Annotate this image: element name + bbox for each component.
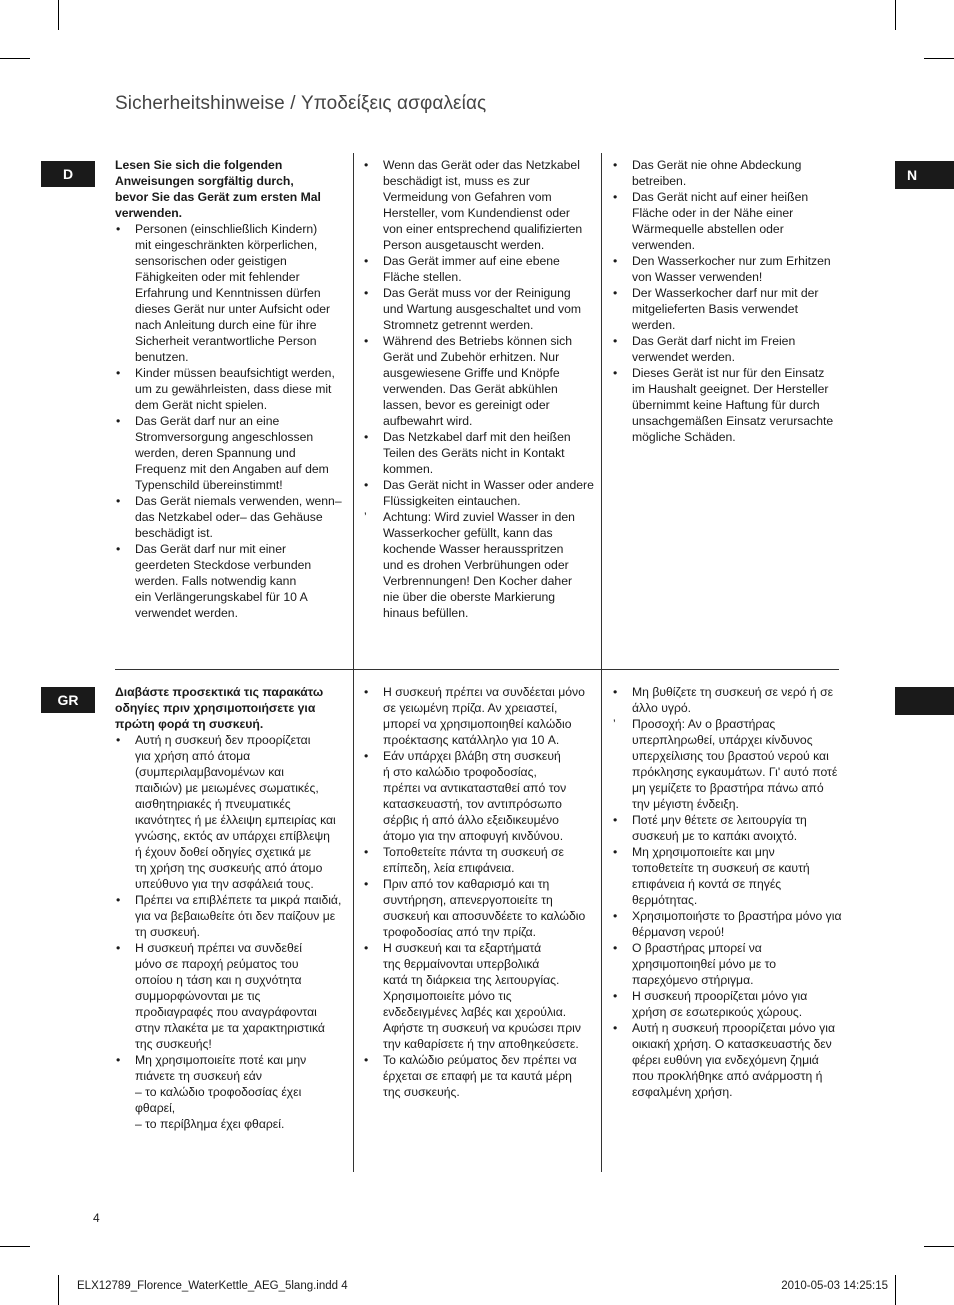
- crop-mark: [0, 1246, 30, 1247]
- bullet-marker: •: [613, 685, 618, 699]
- bullet-marker: •: [613, 989, 618, 1003]
- crop-mark: [58, 0, 59, 30]
- list-item: [115, 541, 345, 621]
- list-item: [612, 988, 846, 1020]
- bullet-marker: •: [613, 190, 618, 204]
- de-column-2: [363, 157, 595, 621]
- list-item: [612, 844, 846, 908]
- gr-list-3: [612, 684, 846, 1100]
- list-item: [363, 285, 595, 333]
- bullet-marker: •: [116, 733, 121, 747]
- list-item: [363, 477, 595, 509]
- list-item-text: Η συσκευή πρέπει να συνδεθεί μόνο σε παροχή ρεύματος του οποίου η τάση και η συχνότητα συμμορφώνονται με τις προδιαγραφές που αναγράφονται στην πλακέτα με τα χαρακτηριστικά της συσκευής!: [135, 941, 325, 1051]
- gr-intro: Διαβάστε προσεκτικά τις παρακάτω οδηγίες πριν χρησιμοποιήσετε για πρώτη φορά τη συσκευή.: [115, 685, 324, 731]
- list-item-text: Το καλώδιο ρεύματος δεν πρέπει να έρχεται σε επαφή με τα καυτά μέρη της συσκευής.: [383, 1053, 577, 1099]
- column-divider: [601, 153, 602, 669]
- list-item-text: Dieses Gerät ist nur für den Einsatz im Haushalt geeignet. Der Hersteller übernimmt keine Haftung für durch unsachgemäßen Einsatz verursachte mögliche Schäden.: [632, 366, 834, 444]
- list-item: [612, 285, 842, 333]
- list-item-text: Während des Betriebs können sich Gerät und Zubehör erhitzen. Nur ausgewiesene Griffe und Knöpfe verwenden. Das Gerät abkühlen lassen, bevor es gereinigt oder aufbewahrt wird.: [383, 334, 573, 428]
- bullet-marker: •: [364, 478, 369, 492]
- list-item: [115, 1052, 347, 1132]
- list-item: [363, 157, 595, 253]
- bullet-marker: •: [116, 222, 121, 236]
- list-item-text: Αυτή η συσκευή δεν προορίζεται για χρήση από άτομα (συμπεριλαμβανομένων και παιδιών) με μειωμένες σωματικές, αισθητηριακές ή πνευματικές ικανότητες ή με έλλειψη εμπειρίας και γνώσης, εκτός αν υπάρχει επίβλεψη ή έχουν δοθεί οδηγίες σχετικά με τη χρήση της συσκευής από άτομο υπεύθυνο για την ασφάλειά τους.: [135, 733, 336, 891]
- bullet-marker: •: [116, 941, 121, 955]
- list-item-text: Achtung: Wird zuviel Wasser in den Wasserkocher gefüllt, kann das kochende Wasser herausspritzen und es drohen Verbrühungen oder Verbrennungen! Den Kocher daher nie über die oberste Markierung hinaus befüllen.: [383, 510, 575, 620]
- list-item: [612, 812, 846, 844]
- list-item-text: Das Gerät nicht auf einer heißen Fläche oder in der Nähe einer Wärmequelle abstellen oder verwenden.: [632, 190, 809, 252]
- list-item-text: Μη βυθίζετε τη συσκευή σε νερό ή σε άλλο υγρό.: [632, 685, 834, 715]
- list-item: [612, 716, 846, 812]
- gr-column-1: [115, 684, 347, 1132]
- bullet-marker: •: [613, 334, 618, 348]
- language-tab-next-empty: [895, 687, 954, 715]
- list-item: [363, 876, 597, 940]
- gr-column-2: [363, 684, 597, 1100]
- bullet-marker: •: [116, 893, 121, 907]
- bullet-marker: •: [613, 845, 618, 859]
- list-item-text: Den Wasserkocher nur zum Erhitzen von Wasser verwenden!: [632, 254, 831, 284]
- bullet-marker: •: [116, 1053, 121, 1067]
- crop-mark: [895, 1275, 896, 1305]
- language-tab-next: N: [895, 161, 954, 189]
- list-item: [612, 940, 846, 988]
- list-item-text: Η συσκευή προορίζεται μόνο για χρήση σε εσωτερικούς χώρους.: [632, 989, 808, 1019]
- list-item: [115, 732, 347, 892]
- list-item: [363, 748, 597, 844]
- list-item: [115, 365, 345, 413]
- list-item-text: Η συσκευή και τα εξαρτήματά της θερμαίνονται υπερβολικά κατά τη διάρκεια της λειτουργίας. Χρησιμοποιείτε μόνο τις ενδεδειγμένες λαβές και χερούλια. Αφήστε τη συσκευή να κρυώσει πριν την καθαρίσετε ή την αποθηκεύσετε.: [383, 941, 581, 1051]
- list-item: [363, 844, 597, 876]
- list-item: [115, 940, 347, 1052]
- list-item-text: Das Netzkabel darf mit den heißen Teilen des Geräts nicht in Kontakt kommen.: [383, 430, 571, 476]
- gr-list-1: [115, 732, 347, 1132]
- list-item: [612, 157, 842, 189]
- footer-filename: ELX12789_Florence_WaterKettle_AEG_5lang.indd 4: [77, 1280, 348, 1292]
- list-item-text: Προσοχή: Αν ο βραστήρας υπερπληρωθεί, υπάρχει κίνδυνος υπερχείλισης του βραστού νερού και πρόκλησης εγκαυμάτων. Γι' αυτό ποτέ μη γεμίζετε το βραστήρα πάνω από την μέγιστη ένδειξη.: [632, 717, 838, 811]
- crop-mark: [924, 58, 954, 59]
- de-intro: Lesen Sie sich die folgenden Anweisungen sorgfältig durch, bevor Sie das Gerät zum ersten Mal verwenden.: [115, 158, 321, 220]
- bullet-marker: •: [613, 286, 618, 300]
- list-item: [612, 333, 842, 365]
- list-item: [115, 413, 345, 493]
- crop-mark: [58, 1275, 59, 1305]
- gr-column-3: [612, 684, 846, 1100]
- bullet-marker: •: [116, 366, 121, 380]
- column-divider: [601, 669, 602, 1172]
- list-item-text: Αυτή η συσκευή προορίζεται μόνο για οικιακή χρήση. Ο κατασκευαστής δεν φέρει ευθύνη για ενδεχόμενη ζημιά που προκλήθηκε από ανάρμοστη ή εσφαλμένη χρήση.: [632, 1021, 836, 1099]
- list-item: [612, 253, 842, 285]
- bullet-marker: •: [613, 909, 618, 923]
- list-item-text: Das Gerät muss vor der Reinigung und Wartung ausgeschaltet und vom Stromnetz getrennt werden.: [383, 286, 582, 332]
- list-item-text: Εάν υπάρχει βλάβη στη συσκευή ή στο καλώδιο τροφοδοσίας, πρέπει να αντικατασταθεί από τον κατασκευαστή, τον αντιπρόσωπο σέρβις ή από άλλο εξειδικευμένο άτομο για την αποφυγή κινδύνου.: [383, 749, 567, 843]
- bullet-marker: •: [116, 494, 121, 508]
- bullet-marker: •: [364, 877, 369, 891]
- crop-mark: [895, 0, 896, 30]
- bullet-marker: •: [364, 685, 369, 699]
- bullet-marker: •: [364, 334, 369, 348]
- crop-mark: [924, 1246, 954, 1247]
- list-item: [363, 940, 597, 1052]
- de-list-3: [612, 157, 842, 445]
- list-item-text: Χρησιμοποιήστε το βραστήρα μόνο για θέρμανση νερού!: [632, 909, 842, 939]
- list-item-text: Ποτέ μην θέτετε σε λειτουργία τη συσκευή με το καπάκι ανοιχτό.: [632, 813, 807, 843]
- list-item-text: Μη χρησιμοποιείτε ποτέ και μην πιάνετε τη συσκευή εάν – το καλώδιο τροφοδοσίας έχει φθαρεί, – το περίβλημα έχει φθαρεί.: [135, 1053, 307, 1131]
- list-item-text: Kinder müssen beaufsichtigt werden, um zu gewährleisten, dass diese mit dem Gerät nicht spielen.: [135, 366, 335, 412]
- bullet-marker: •: [613, 254, 618, 268]
- list-item: [363, 253, 595, 285]
- bullet-marker: •: [613, 1021, 618, 1035]
- bullet-marker: •: [364, 1053, 369, 1067]
- page-number: 4: [93, 1211, 100, 1225]
- de-list-2: [363, 157, 595, 621]
- list-item: [612, 365, 842, 445]
- list-item-text: Das Gerät nicht in Wasser oder andere Flüssigkeiten eintauchen.: [383, 478, 594, 508]
- list-item-text: Der Wasserkocher darf nur mit der mitgelieferten Basis verwendet werden.: [632, 286, 819, 332]
- list-item: [612, 684, 846, 716]
- bullet-marker: ’: [613, 717, 616, 731]
- de-column-1: [115, 157, 345, 621]
- list-item-text: Πριν από τον καθαρισμό και τη συντήρηση, απενεργοποιείτε τη συσκευή και αποσυνδέετε το καλώδιο τροφοδοσίας από την πρίζα.: [383, 877, 586, 939]
- language-tab-de: D: [41, 161, 95, 187]
- gr-list-2: [363, 684, 597, 1100]
- bullet-marker: •: [364, 941, 369, 955]
- section-divider: [115, 669, 839, 670]
- list-item-text: Das Gerät darf nicht im Freien verwendet werden.: [632, 334, 796, 364]
- list-item: [115, 892, 347, 940]
- list-item-text: Τοποθετείτε πάντα τη συσκευή σε επίπεδη, λεία επιφάνεια.: [383, 845, 564, 875]
- list-item: [363, 509, 595, 621]
- de-column-3: [612, 157, 842, 445]
- crop-mark: [0, 58, 30, 59]
- bullet-marker: •: [364, 286, 369, 300]
- list-item-text: Wenn das Gerät oder das Netzkabel beschädigt ist, muss es zur Vermeidung von Gefahren vom Hersteller, vom Kundendienst oder von einer entsprechend qualifizierten Person ausgetauscht werden.: [383, 158, 583, 252]
- list-item: [612, 189, 842, 253]
- de-list-1: [115, 221, 345, 621]
- list-item: [363, 333, 595, 429]
- list-item: [363, 1052, 597, 1100]
- list-item-text: Das Gerät darf nur an eine Stromversorgung angeschlossen werden, deren Spannung und Frequenz mit den Angaben auf dem Typenschild übereinstimmt!: [135, 414, 329, 492]
- list-item-text: Das Gerät immer auf eine ebene Fläche stellen.: [383, 254, 560, 284]
- column-divider: [353, 153, 354, 669]
- bullet-marker: •: [613, 366, 618, 380]
- language-tab-gr: GR: [41, 687, 95, 713]
- list-item: [363, 684, 597, 748]
- list-item: [115, 493, 345, 541]
- list-item-text: Ο βραστήρας μπορεί να χρησιμοποιηθεί μόνο με το παρεχόμενο στήριγμα.: [632, 941, 777, 987]
- list-item: [363, 429, 595, 477]
- list-item: [612, 1020, 846, 1100]
- list-item-text: Das Gerät niemals verwenden, wenn– das Netzkabel oder– das Gehäuse beschädigt ist.: [135, 494, 342, 540]
- list-item-text: Das Gerät nie ohne Abdeckung betreiben.: [632, 158, 802, 188]
- page-title: Sicherheitshinweise / Υποδείξεις ασφαλείας: [115, 93, 487, 114]
- bullet-marker: •: [613, 941, 618, 955]
- column-divider: [353, 669, 354, 1172]
- bullet-marker: •: [364, 749, 369, 763]
- bullet-marker: ’: [364, 510, 367, 524]
- bullet-marker: •: [116, 414, 121, 428]
- bullet-marker: •: [613, 813, 618, 827]
- bullet-marker: •: [364, 430, 369, 444]
- list-item-text: Das Gerät darf nur mit einer geerdeten Steckdose verbunden werden. Falls notwendig kann ein Verlängerungskabel für 10 A verwendet werden.: [135, 542, 312, 620]
- bullet-marker: •: [116, 542, 121, 556]
- list-item-text: Personen (einschließlich Kindern) mit eingeschränkten körperlichen, sensorischen oder geistigen Fähigkeiten oder mit fehlender Erfahrung und Kenntnissen dürfen dieses Gerät nur unter Aufsicht oder nach Anleitung durch eine für ihre Sicherheit verantwortliche Person benutzen.: [135, 222, 331, 364]
- list-item-text: Η συσκευή πρέπει να συνδέεται μόνο σε γειωμένη πρίζα. Αν χρειαστεί, μπορεί να χρησιμοποιηθεί καλώδιο προέκτασης κατάλληλο για 10 A.: [383, 685, 585, 747]
- list-item: [115, 221, 345, 365]
- bullet-marker: •: [364, 254, 369, 268]
- footer-timestamp: 2010-05-03 14:25:15: [781, 1280, 888, 1292]
- bullet-marker: •: [613, 158, 618, 172]
- bullet-marker: •: [364, 845, 369, 859]
- list-item: [612, 908, 846, 940]
- bullet-marker: •: [364, 158, 369, 172]
- list-item-text: Πρέπει να επιβλέπετε τα μικρά παιδιά, για να βεβαιωθείτε ότι δεν παίζουν με τη συσκευή.: [135, 893, 342, 939]
- list-item-text: Μη χρησιμοποιείτε και μην τοποθετείτε τη συσκευή σε καυτή επιφάνεια ή κοντά σε πηγές θερμότητας.: [632, 845, 810, 907]
